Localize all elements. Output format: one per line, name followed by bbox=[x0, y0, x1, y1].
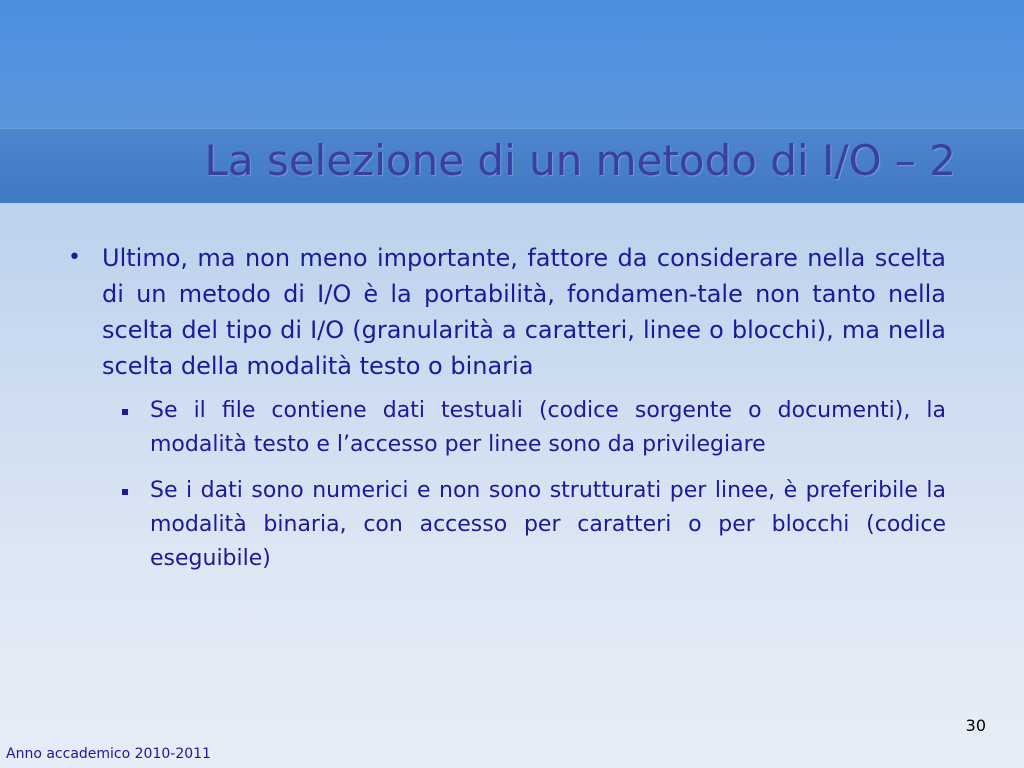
square-bullet-icon bbox=[122, 489, 128, 495]
footer-text: Anno accademico 2010-2011 bbox=[6, 746, 211, 762]
sub-bullet-text: Se i dati sono numerici e non sono strutturati per linee, è preferibile la modalità binaria, con accesso per caratteri o per blocchi (codice eseguibile) bbox=[150, 478, 946, 571]
sub-bullet-list bbox=[60, 394, 946, 576]
bullet-dot-icon: • bbox=[68, 245, 81, 270]
slide-content bbox=[60, 240, 946, 588]
main-bullet-text: Ultimo, ma non meno importante, fattore da considerare nella scelta di un metodo di I/O è la portabilità, fondamen-tale non tanto nella scelta del tipo di I/O (granularità a caratteri, linee o blocchi), ma nella scelta della modalità testo o binaria bbox=[102, 244, 946, 380]
sub-bullet-item bbox=[150, 474, 946, 576]
slide-title: La selezione di un metodo di I/O – 2 bbox=[204, 136, 956, 185]
square-bullet-icon bbox=[122, 409, 128, 415]
sub-bullet-text: Se il file contiene dati testuali (codice sorgente o documenti), la modalità testo e l’accesso per linee sono da privilegiare bbox=[150, 398, 946, 457]
main-bullet-item bbox=[60, 240, 946, 384]
sub-bullet-item bbox=[150, 394, 946, 462]
page-number: 30 bbox=[965, 716, 986, 735]
header-band bbox=[0, 0, 1024, 128]
